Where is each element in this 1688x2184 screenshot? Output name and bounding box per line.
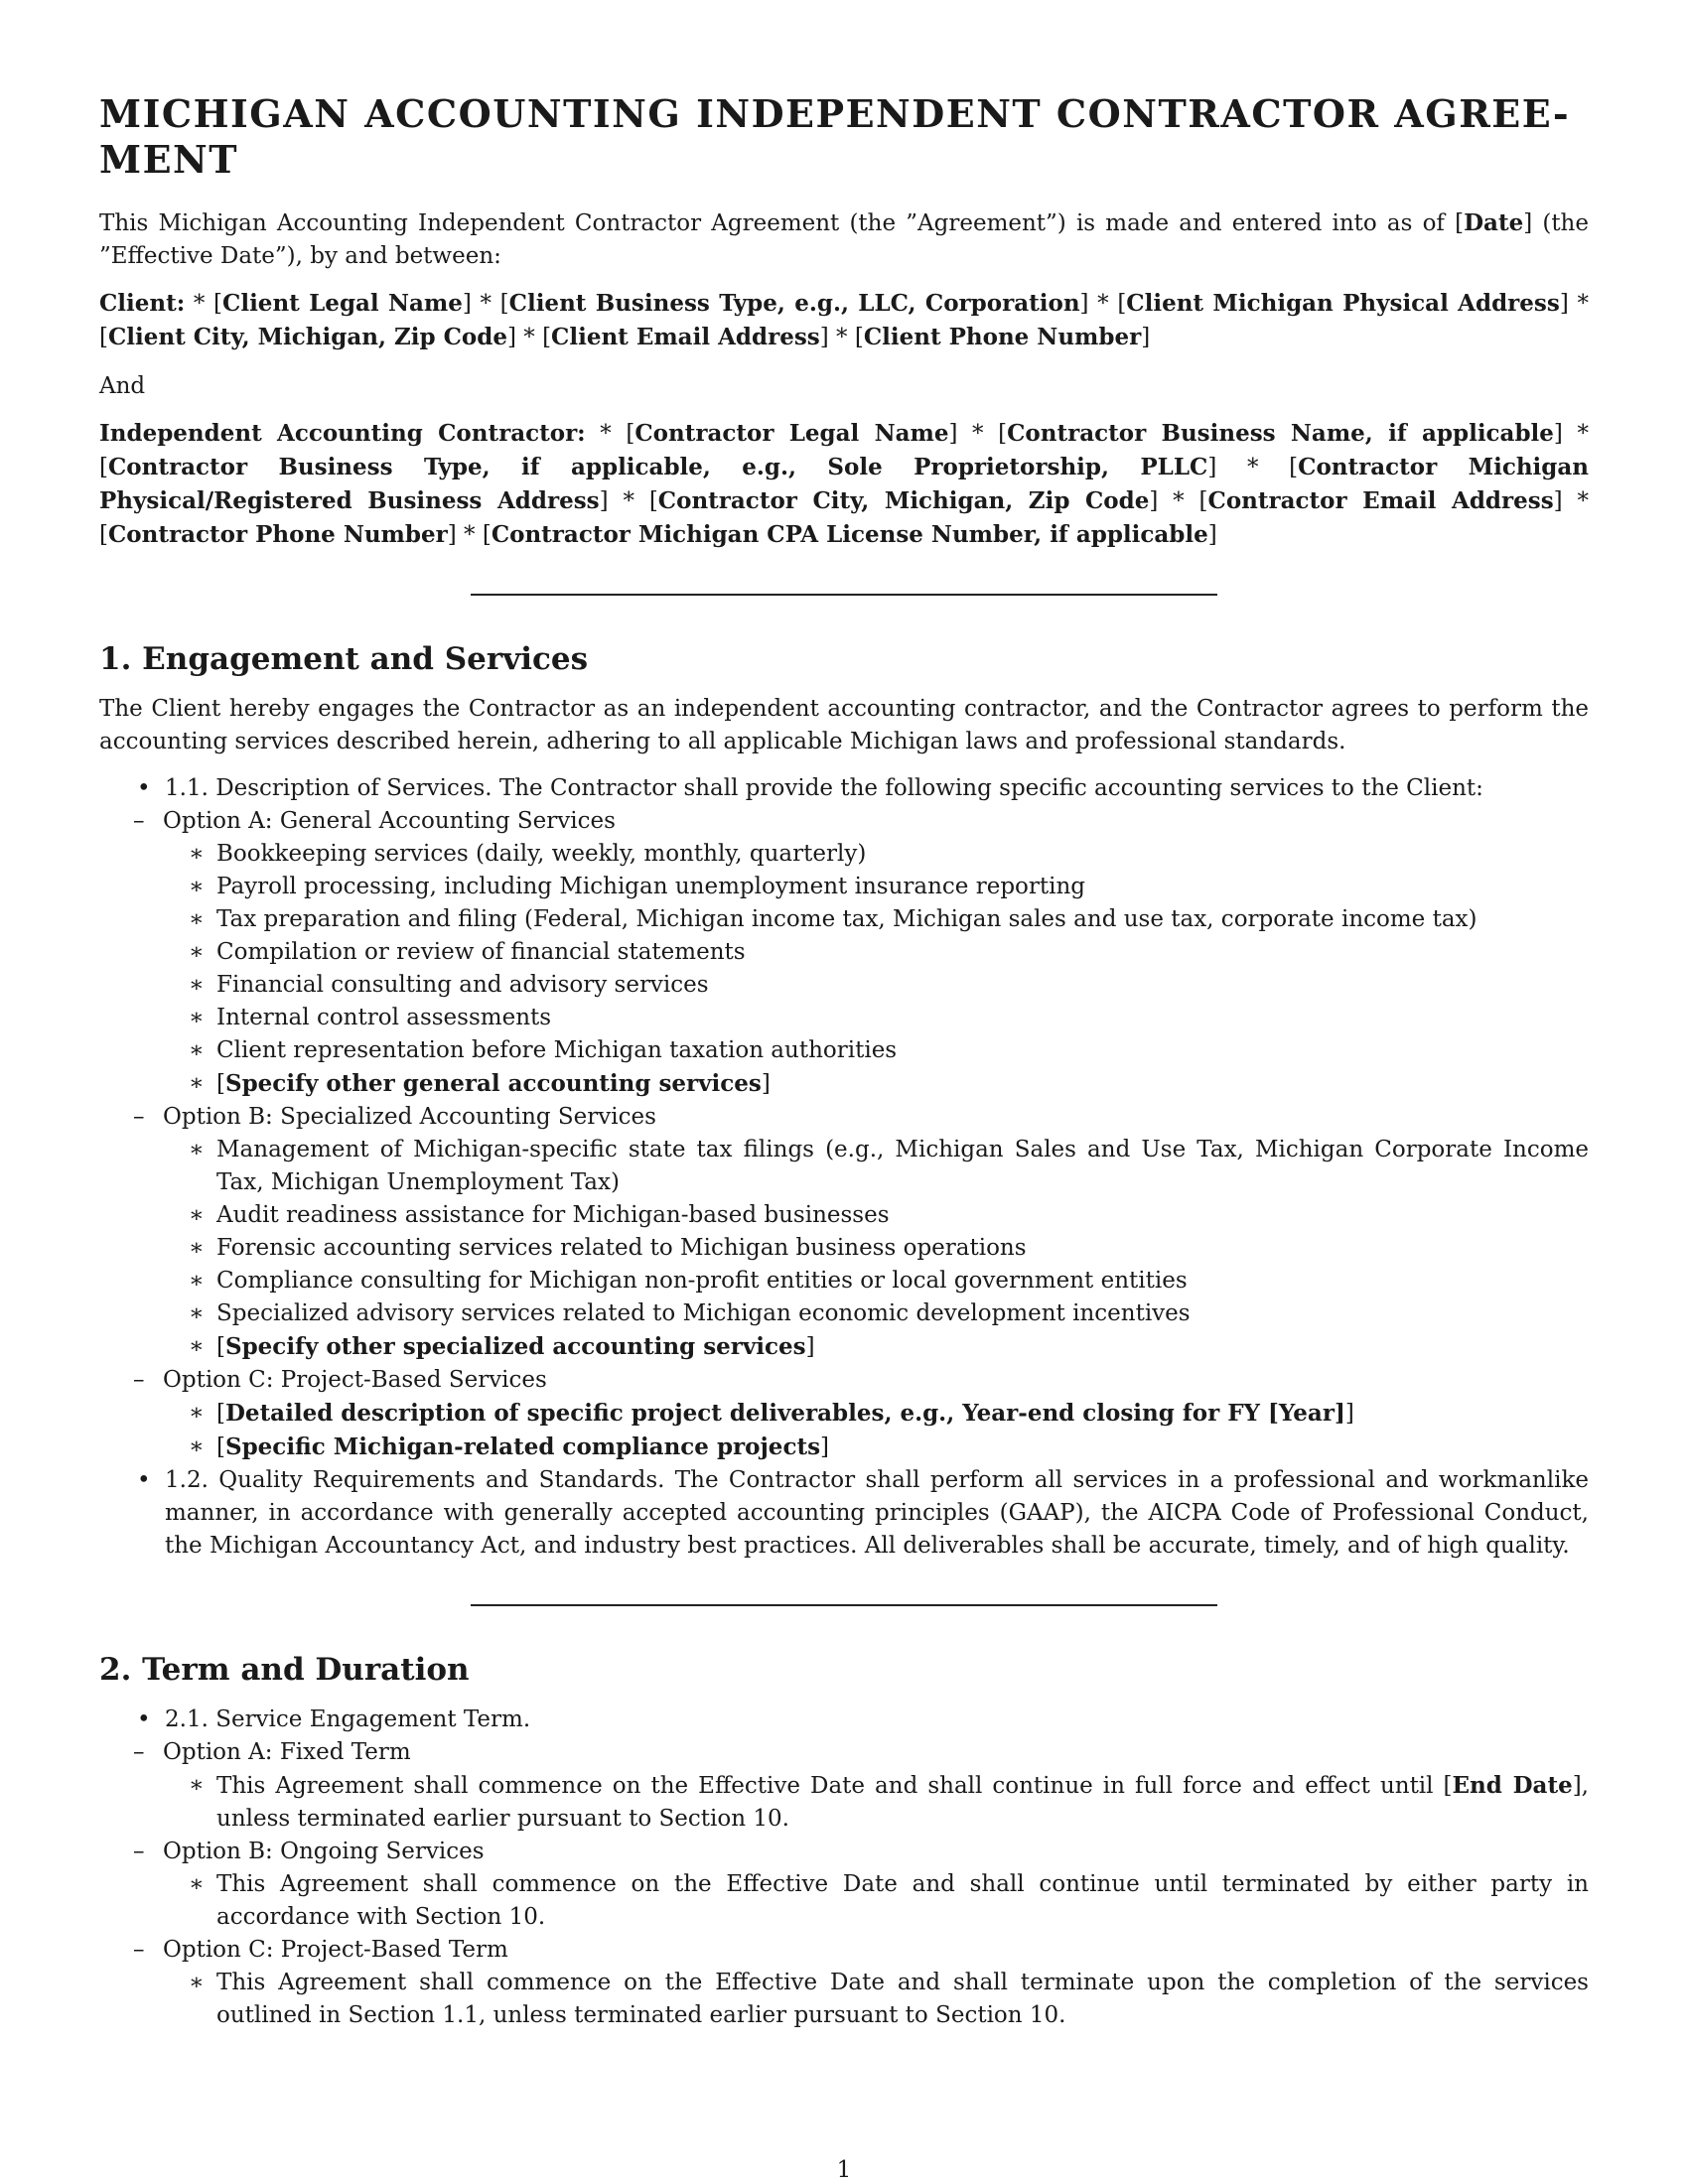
section-1-heading: 1. Engagement and Services xyxy=(99,641,589,677)
list-item: ∗ Specialized advisory services related to Michigan economic development incentives xyxy=(163,1297,1589,1330)
list-item: ∗ Compliance consulting for Michigan non-profit entities or local government entities xyxy=(163,1265,1589,1297)
and-text: And xyxy=(99,373,146,399)
section-1-list xyxy=(99,772,1589,1563)
section-divider xyxy=(471,594,1217,596)
page-number: 1 xyxy=(836,2157,852,2183)
list-item: • 1.1. Description of Services. The Contractor shall provide the following specific accounting services to the Client: – Option A: General Accounting Services ∗ Bookkeeping services (daily, weekly, monthly, quarterly) ∗ Payroll processing, including Michigan unemployment insurance reporting ∗ Tax preparation and filing (Federal, Michigan income tax, Michigan sales and use tax, corporate income tax) ∗ Compilation or review of financial statements ∗ Financial consulting and advisory services ∗ Internal control assessments ∗ Client representation before Michigan taxation authorities ∗ [Specify other general accounting services] – Option B: Specialized Accounting Services ∗ Management of Michigan-specific state tax filings (e.g., Michigan Sales and Use Tax, Michigan Corporate Income Tax, Michigan Unemployment Tax) ∗ Audit readiness assistance for Michigan-based businesses ∗ Forensic accounting services related to Michigan business operations ∗ Compliance consulting for Michigan non-profit entities or local government entities ∗ Specialized advisory services related to Michigan economic development incentives ∗ [Specify other specialized accounting services] – Option C: Project-Based Services ∗ [Detailed description of specific project deliverables, e.g., Year-end closing for FY [Year]] ∗ [Specific Michigan-related compliance projects] xyxy=(99,772,1589,1464)
intro-paragraph: This Michigan Accounting Independent Contractor Agreement (the ”Agreement”) is made and entered into as of [Date] (the ”Effective Date”), by and between: xyxy=(99,209,1589,269)
document-page xyxy=(99,91,1589,2032)
section-2-heading: 2. Term and Duration xyxy=(99,1652,470,1688)
section-2-list xyxy=(99,1704,1589,2032)
end-date-placeholder: End Date xyxy=(1452,1772,1573,1799)
option-b: – Option B: Ongoing Services ∗ This Agreement shall commence on the Effective Date and shall continue until terminated by either party in accordance with Section 10. xyxy=(99,1836,1589,1934)
list-item: ∗ Financial consulting and advisory services xyxy=(163,969,1589,1002)
list-item: ∗ Audit readiness assistance for Michigan-based businesses xyxy=(163,1199,1589,1232)
list-item: • 2.1. Service Engagement Term. – Option A: Fixed Term ∗ This Agreement shall commence on the Effective Date and shall continue in full force and effect until [End Date], unless terminated earlier pursuant to Section 10. – Option B: Ongoing Services ∗ This Agreement shall commence on the Effective Date and shall continue until terminated by either party in accordance with Section 10. – Option C: Project-Based Term ∗ This Agreement shall commence on the Effective Date and shall terminate upon the completion of the services outlined in Section 1.1, unless terminated earlier pursuant to Section 10. xyxy=(99,1704,1589,2032)
list-item: ∗ This Agreement shall commence on the Effective Date and shall continue in full force and effect until [End Date], unless terminated earlier pursuant to Section 10. xyxy=(163,1769,1589,1836)
document-title: MICHIGAN ACCOUNTING INDEPENDENT CONTRACTOR AGREE- MENT xyxy=(99,91,1571,182)
date-placeholder: Date xyxy=(1464,209,1524,236)
list-item: ∗ [Specify other general accounting services] xyxy=(163,1067,1589,1101)
client-block: Client: * [Client Legal Name] * [Client Business Type, e.g., LLC, Corporation] * [Client Michigan Physical Address] * [Client City, Michigan, Zip Code] * [Client Email Address] * [Client Phone Number] xyxy=(99,290,1589,350)
section-divider xyxy=(471,1604,1217,1606)
list-item: ∗ Tax preparation and filing (Federal, Michigan income tax, Michigan sales and use tax, corporate income tax) xyxy=(163,903,1589,936)
client-label: Client: xyxy=(99,290,186,317)
list-item: ∗ [Specify other specialized accounting services] xyxy=(163,1330,1589,1364)
list-item: ∗ This Agreement shall commence on the Effective Date and shall terminate upon the completion of the services outlined in Section 1.1, unless terminated earlier pursuant to Section 10. xyxy=(163,1967,1589,2032)
list-item: ∗ Forensic accounting services related to Michigan business operations xyxy=(163,1232,1589,1265)
list-item: ∗ Payroll processing, including Michigan unemployment insurance reporting xyxy=(163,871,1589,903)
list-item: ∗ This Agreement shall commence on the Effective Date and shall continue until terminated by either party in accordance with Section 10. xyxy=(163,1868,1589,1934)
list-item: ∗ [Specific Michigan-related compliance projects] xyxy=(163,1431,1589,1464)
list-item: ∗ Internal control assessments xyxy=(163,1002,1589,1034)
list-item: • 1.2. Quality Requirements and Standards. The Contractor shall perform all services in a professional and workmanlike manner, in accordance with generally accepted accounting principles (GAAP), the AICPA Code of Professional Conduct, the Michigan Accountancy Act, and industry best practices. All deliverables shall be accurate, timely, and of high quality. xyxy=(99,1464,1589,1563)
list-item: ∗ Compilation or review of financial statements xyxy=(163,936,1589,969)
list-item: ∗ Bookkeeping services (daily, weekly, monthly, quarterly) xyxy=(163,838,1589,871)
list-item: ∗ Management of Michigan-specific state tax filings (e.g., Michigan Sales and Use Tax, Michigan Corporate Income Tax, Michigan Unemployment Tax) xyxy=(163,1134,1589,1199)
contractor-block: Independent Accounting Contractor: * [Contractor Legal Name] * [Contractor Business Name, if applicable] * [Contractor Business Type, if applicable, e.g., Sole Proprietorship, PLLC] * [Contractor Michigan Physical/Registered Business Address] * [Contractor City, Michigan, Zip Code] * [Contractor Email Address] * [Contractor Phone Number] * [Contractor Michigan CPA License Number, if applicable] xyxy=(99,420,1589,548)
option-a: – Option A: Fixed Term ∗ This Agreement shall commence on the Effective Date and shall continue in full force and effect until [End Date], unless terminated earlier pursuant to Section 10. xyxy=(99,1736,1589,1836)
list-item: ∗ [Detailed description of specific project deliverables, e.g., Year-end closing for FY [Year]] xyxy=(163,1397,1589,1431)
list-item: ∗ Client representation before Michigan taxation authorities xyxy=(163,1034,1589,1067)
contractor-label: Independent Accounting Contractor: xyxy=(99,420,586,447)
option-b: – Option B: Specialized Accounting Services ∗ Management of Michigan-specific state tax filings (e.g., Michigan Sales and Use Tax, Michigan Corporate Income Tax, Michigan Unemployment Tax) ∗ Audit readiness assistance for Michigan-based businesses ∗ Forensic accounting services related to Michigan business operations ∗ Compliance consulting for Michigan non-profit entities or local government entities ∗ Specialized advisory services related to Michigan economic development incentives ∗ [Specify other specialized accounting services] xyxy=(99,1101,1589,1364)
option-c: – Option C: Project-Based Term ∗ This Agreement shall commence on the Effective Date and shall terminate upon the completion of the services outlined in Section 1.1, unless terminated earlier pursuant to Section 10. xyxy=(99,1934,1589,2032)
option-a: – Option A: General Accounting Services ∗ Bookkeeping services (daily, weekly, monthly, quarterly) ∗ Payroll processing, including Michigan unemployment insurance reporting ∗ Tax preparation and filing (Federal, Michigan income tax, Michigan sales and use tax, corporate income tax) ∗ Compilation or review of financial statements ∗ Financial consulting and advisory services ∗ Internal control assessments ∗ Client representation before Michigan taxation authorities ∗ [Specify other general accounting services] xyxy=(99,805,1589,1101)
section-1-intro: The Client hereby engages the Contractor as an independent accounting contractor, and the Contractor agrees to perform the accounting services described herein, adhering to all applicable Michigan laws and professional standards. xyxy=(99,696,1589,754)
option-c: – Option C: Project-Based Services ∗ [Detailed description of specific project deliverables, e.g., Year-end closing for FY [Year]] ∗ [Specific Michigan-related compliance projects] xyxy=(99,1364,1589,1464)
